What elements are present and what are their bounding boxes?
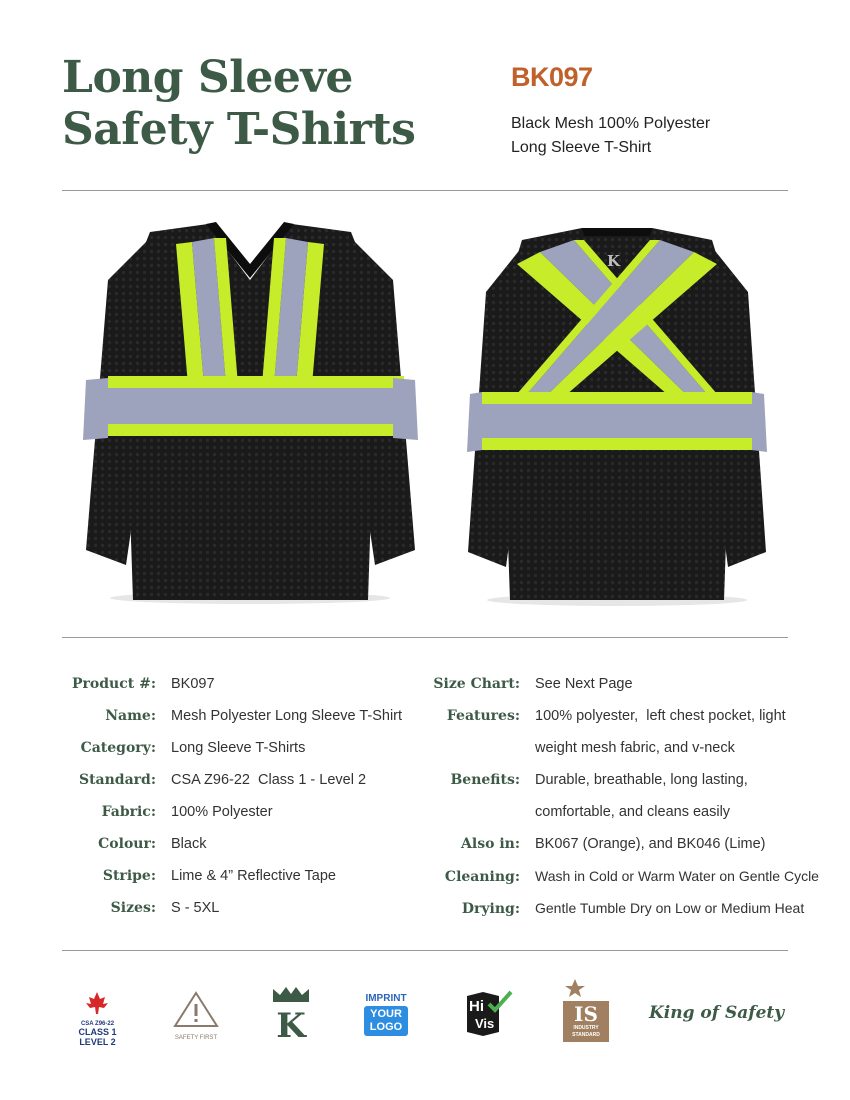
- spec-value: Wash in Cold or Warm Water on Gentle Cycle: [535, 868, 819, 884]
- imprint-logo: [364, 993, 408, 1043]
- spec-value: Long Sleeve T-Shirts: [171, 740, 306, 756]
- spec-label: Name:: [105, 708, 156, 724]
- spec-row-sizes: [60, 892, 219, 924]
- spec-label: Stripe:: [102, 868, 156, 884]
- spec-value: Lime & 4” Reflective Tape: [171, 868, 336, 884]
- spec-row-features-cont: [418, 732, 735, 764]
- spec-label: Category:: [80, 740, 156, 756]
- spec-row-cleaning: [418, 860, 819, 892]
- spec-value: Gentle Tumble Dry on Low or Medium Heat: [535, 900, 805, 916]
- spec-row-category: [60, 732, 305, 764]
- spec-row-colour: [60, 828, 206, 860]
- spec-label: Also in:: [461, 836, 520, 852]
- title-line-2: Safety T-Shirts: [62, 104, 416, 155]
- spec-row-size-chart: [418, 668, 633, 700]
- front-shirt-photo: [78, 220, 423, 605]
- spec-row-features: [418, 700, 786, 732]
- csa-line-1: CSA Z96-22: [80, 1021, 115, 1027]
- spec-value: BK097: [171, 676, 215, 692]
- spec-value: comfortable, and cleans easily: [535, 804, 731, 820]
- spec-label: Size Chart:: [433, 676, 520, 692]
- spec-label: Product #:: [72, 676, 156, 692]
- hivis-hi: Hi: [469, 998, 484, 1015]
- spec-value: Mesh Polyester Long Sleeve T-Shirt: [171, 708, 403, 724]
- spec-label: Features:: [446, 708, 520, 724]
- spec-label: Sizes:: [110, 900, 156, 916]
- spec-value: BK067 (Orange), and BK046 (Lime): [535, 836, 766, 852]
- subtitle-line-1: Black Mesh 100% Polyester: [511, 115, 711, 132]
- csa-line-3: LEVEL 2: [79, 1037, 116, 1047]
- spec-value: 100% polyester, left chest pocket, light: [535, 708, 786, 724]
- imprint-your: YOUR: [370, 1008, 402, 1020]
- spec-value: See Next Page: [535, 676, 633, 692]
- spec-label: Colour:: [98, 836, 156, 852]
- imprint-box: [364, 1006, 408, 1036]
- safety-first-logo: [170, 990, 222, 1041]
- spec-label: Benefits:: [450, 772, 520, 788]
- spec-value: 100% Polyester: [171, 804, 273, 820]
- spec-value: S - 5XL: [171, 900, 220, 916]
- imprint-top: IMPRINT: [365, 993, 407, 1004]
- csa-logo: [70, 990, 125, 1047]
- spec-label: Standard:: [78, 772, 156, 788]
- spec-row-standard: [60, 764, 366, 796]
- is-letters: IS: [574, 1002, 598, 1026]
- subtitle-line-2: Long Sleeve T-Shirt: [511, 139, 652, 156]
- spec-value: weight mesh fabric, and v-neck: [535, 740, 735, 756]
- divider-bottom: [62, 950, 788, 951]
- hivis-vis: Vis: [475, 1016, 495, 1031]
- spec-row-benefits-cont: [418, 796, 730, 828]
- product-subtitle: [511, 112, 771, 160]
- spec-label: Cleaning:: [444, 869, 520, 885]
- back-logo-letter: K: [607, 252, 621, 270]
- star-icon: [563, 978, 609, 998]
- is-line-2: STANDARD: [572, 1032, 600, 1038]
- spec-value: Durable, breathable, long lasting,: [535, 772, 748, 788]
- warning-triangle-icon: [170, 990, 222, 1030]
- spec-row-stripe: [60, 860, 336, 892]
- csa-line-2: CLASS 1: [78, 1027, 117, 1037]
- industry-standard-logo: [563, 978, 609, 1048]
- spec-label: Drying:: [461, 901, 520, 917]
- is-box: [563, 1001, 609, 1042]
- product-code: BK097: [511, 62, 593, 92]
- is-line-1: INDUSTRY: [573, 1025, 599, 1031]
- spec-row-name: [60, 700, 402, 732]
- safety-first-label: SAFETY FIRST: [174, 1035, 218, 1041]
- spec-row-fabric: [60, 796, 273, 828]
- title-line-1: Long Sleeve: [62, 52, 353, 103]
- crown-icon: [270, 985, 312, 1003]
- page-title: [62, 52, 462, 156]
- spec-row-benefits: [418, 764, 748, 796]
- divider-top: [62, 190, 788, 191]
- spec-row-also-in: [418, 828, 766, 860]
- imprint-logo-text: LOGO: [369, 1021, 403, 1033]
- spec-row-product: [60, 668, 215, 700]
- spec-value: CSA Z96-22 Class 1 - Level 2: [171, 772, 367, 788]
- spec-value: Black: [171, 836, 207, 852]
- brand-name: King of Safety: [649, 1003, 785, 1023]
- divider-middle: [62, 637, 788, 638]
- k-logo: [270, 985, 312, 1045]
- back-shirt-photo: [462, 222, 772, 607]
- spec-label: Fabric:: [101, 804, 156, 820]
- k-letter: K: [276, 1006, 306, 1046]
- hi-vis-logo: [463, 988, 515, 1040]
- maple-leaf-icon: [70, 990, 125, 1016]
- spec-row-drying: [418, 892, 804, 924]
